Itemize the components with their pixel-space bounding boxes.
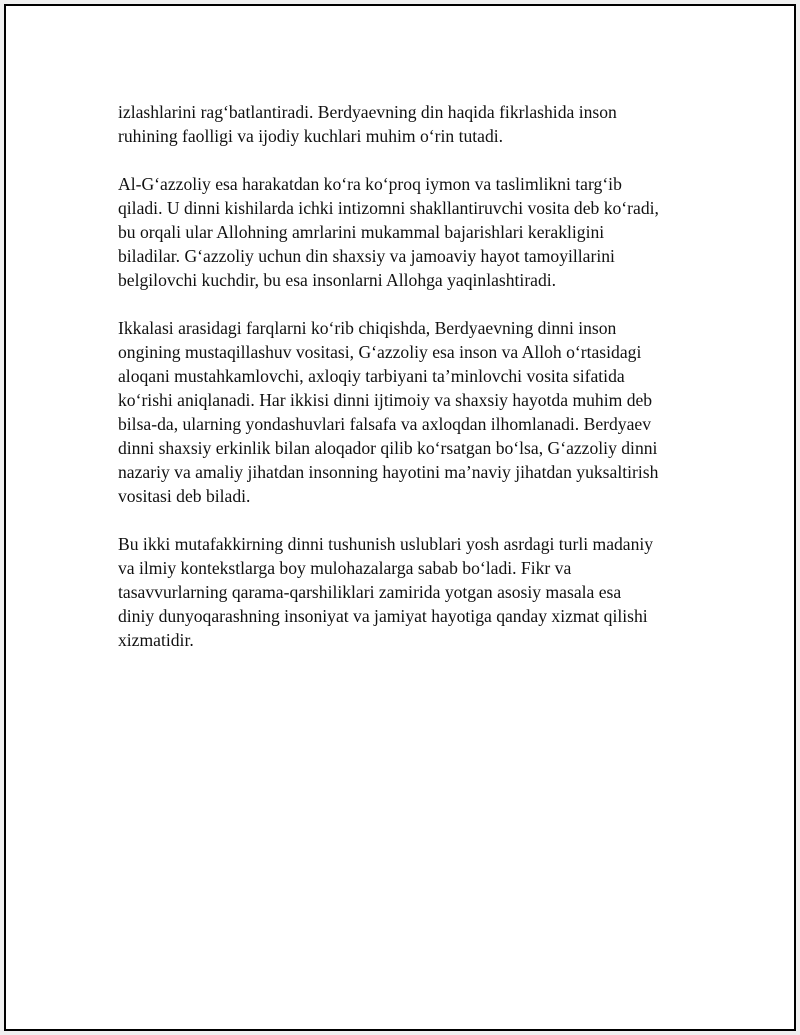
text-line: qiladi. U dinni kishilarda ichki intizomni shakllantiruvchi vosita deb ko‘radi, — [118, 198, 659, 218]
text-line: ruhining faolligi va ijodiy kuchlari muhim o‘rin tutadi. — [118, 126, 504, 146]
text-line: xizmatidir. — [118, 630, 194, 650]
text-line: vositasi deb biladi. — [118, 486, 251, 506]
paragraph — [118, 316, 698, 508]
text-line: diniy dunyoqarashning insoniyat va jamiyat hayotiga qanday xizmat qilishi — [118, 606, 648, 626]
paragraph — [118, 532, 698, 652]
text-line: ko‘rishi aniqlanadi. Har ikkisi dinni ijtimoiy va shaxsiy hayotda muhim deb — [118, 390, 653, 410]
text-line: Ikkalasi arasidagi farqlarni ko‘rib chiqishda, Berdyaevning dinni inson — [118, 318, 617, 338]
document-page — [4, 4, 796, 1031]
text-line: dinni shaxsiy erkinlik bilan aloqador qilib ko‘rsatgan bo‘lsa, G‘azzoliy dinni — [118, 438, 658, 458]
text-line: biladilar. G‘azzoliy uchun din shaxsiy va jamoaviy hayot tamoyillarini — [118, 246, 615, 266]
text-line: va ilmiy kontekstlarga boy mulohazalarga sabab bo‘ladi. Fikr va — [118, 558, 572, 578]
text-line: nazariy va amaliy jihatdan insonning hayotini ma’naviy jihatdan yuksaltirish — [118, 462, 659, 482]
text-line: ongining mustaqillashuv vositasi, G‘azzoliy esa inson va Alloh o‘rtasidagi — [118, 342, 642, 362]
text-line: belgilovchi kuchdir, bu esa insonlarni Allohga yaqinlashtiradi. — [118, 270, 557, 290]
text-line: izlashlarini rag‘batlantiradi. Berdyaevning din haqida fikrlashida inson — [118, 102, 617, 122]
text-line: bu orqali ular Allohning amrlarini mukammal bajarishlari kerakligini — [118, 222, 605, 242]
paragraph — [118, 172, 698, 292]
text-line: Al-G‘azzoliy esa harakatdan ko‘ra ko‘proq iymon va taslimlikni targ‘ib — [118, 174, 622, 194]
text-line: aloqani mustahkamlovchi, axloqiy tarbiyani ta’minlovchi vosita sifatida — [118, 366, 625, 386]
document-body — [118, 100, 698, 676]
paragraph — [118, 100, 698, 148]
text-line: Bu ikki mutafakkirning dinni tushunish uslublari yosh asrdagi turli madaniy — [118, 534, 654, 554]
text-line: tasavvurlarning qarama-qarshiliklari zamirida yotgan asosiy masala esa — [118, 582, 622, 602]
text-line: bilsa-da, ularning yondashuvlari falsafa va axloqdan ilhomlanadi. Berdyaev — [118, 414, 652, 434]
